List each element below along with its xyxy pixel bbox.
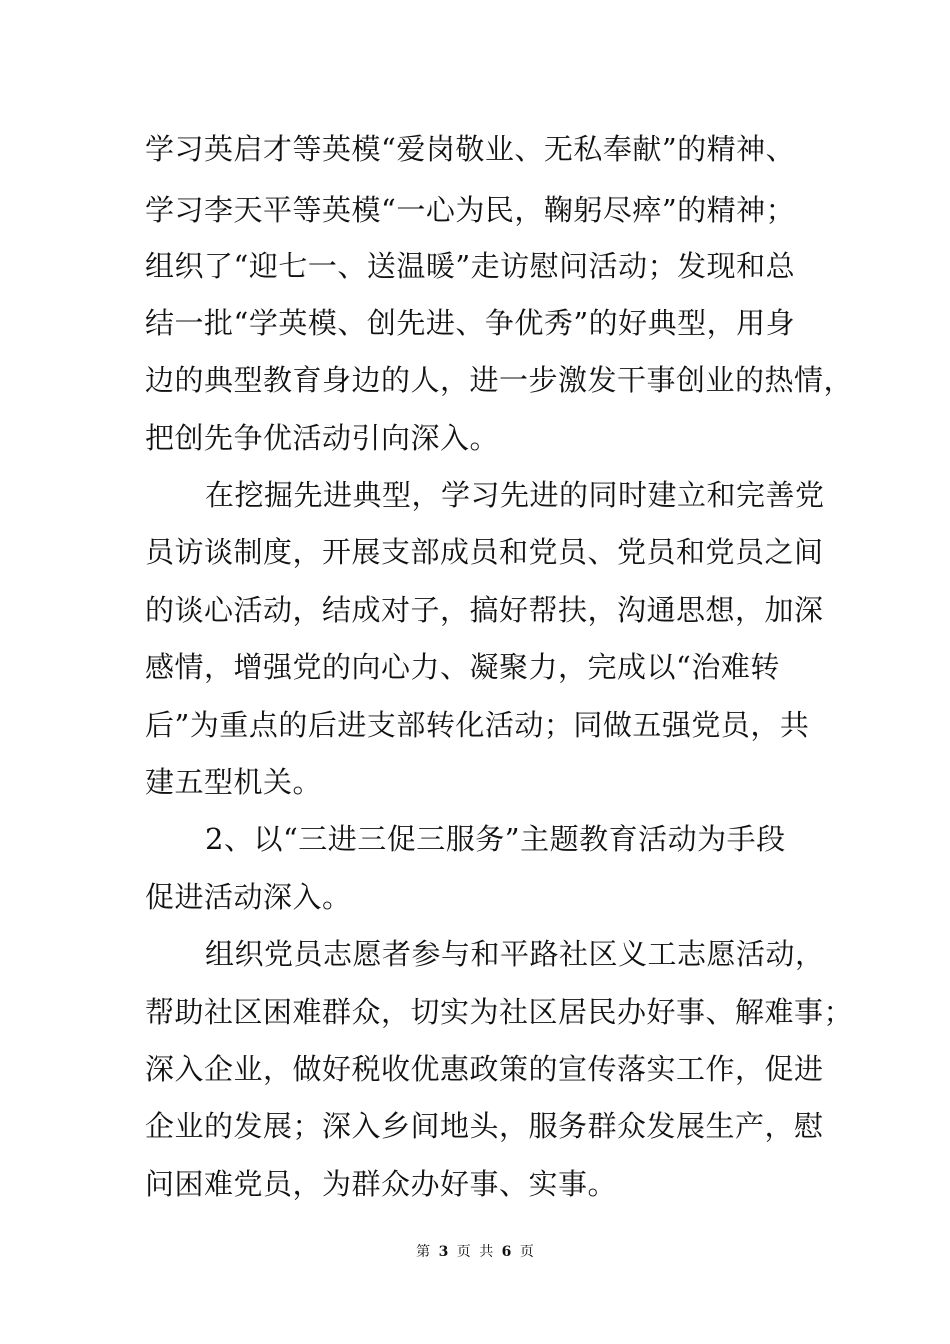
text-line: 企业的发展；深入乡间地头，服务群众发展生产，慰	[145, 1109, 824, 1143]
total-pages-number: 6	[501, 1244, 512, 1260]
text-line: 组织党员志愿者参与和平路社区义工志愿活动，	[205, 937, 825, 971]
text-line: 问困难党员，为群众办好事、实事。	[145, 1167, 618, 1201]
text-line: 员访谈制度，开展支部成员和党员、党员和党员之间	[145, 535, 824, 569]
footer-middle: 页 共	[456, 1244, 494, 1260]
page-footer	[0, 1243, 950, 1261]
text-line: 感情，增强党的向心力、凝聚力，完成以“治难转	[145, 650, 780, 684]
text-line: 结一批“学英模、创先进、争优秀”的好典型，用身	[145, 306, 796, 340]
text-line: 边的典型教育身边的人，进一步激发干事创业的热情，	[145, 363, 854, 397]
current-page-number: 3	[438, 1244, 449, 1260]
text-line: 的谈心活动，结成对子，搞好帮扶，沟通思想，加深	[145, 593, 824, 627]
text-line: 在挖掘先进典型，学习先进的同时建立和完善党	[205, 478, 825, 512]
text-line: 促进活动深入。	[145, 880, 352, 914]
text-line: 帮助社区困难群众，切实为社区居民办好事、解难事；	[145, 995, 854, 1029]
text-line: 2、以“三进三促三服务”主题教育活动为手段	[205, 822, 786, 856]
text-line: 学习李天平等英模“一心为民，鞠躬尽瘁”的精神；	[145, 193, 796, 227]
footer-suffix: 页	[519, 1244, 534, 1260]
text-line: 深入企业，做好税收优惠政策的宣传落实工作，促进	[145, 1052, 824, 1086]
text-line: 把创先争优活动引向深入。	[145, 421, 500, 455]
text-line: 学习英启才等英模“爱岗敬业、无私奉献”的精神、	[145, 132, 796, 166]
text-line: 建五型机关。	[145, 765, 323, 799]
text-line: 组织了“迎七一、送温暖”走访慰问活动；发现和总	[145, 249, 796, 283]
text-line: 后”为重点的后进支部转化活动；同做五强党员，共	[145, 708, 810, 742]
footer-prefix: 第	[416, 1244, 431, 1260]
